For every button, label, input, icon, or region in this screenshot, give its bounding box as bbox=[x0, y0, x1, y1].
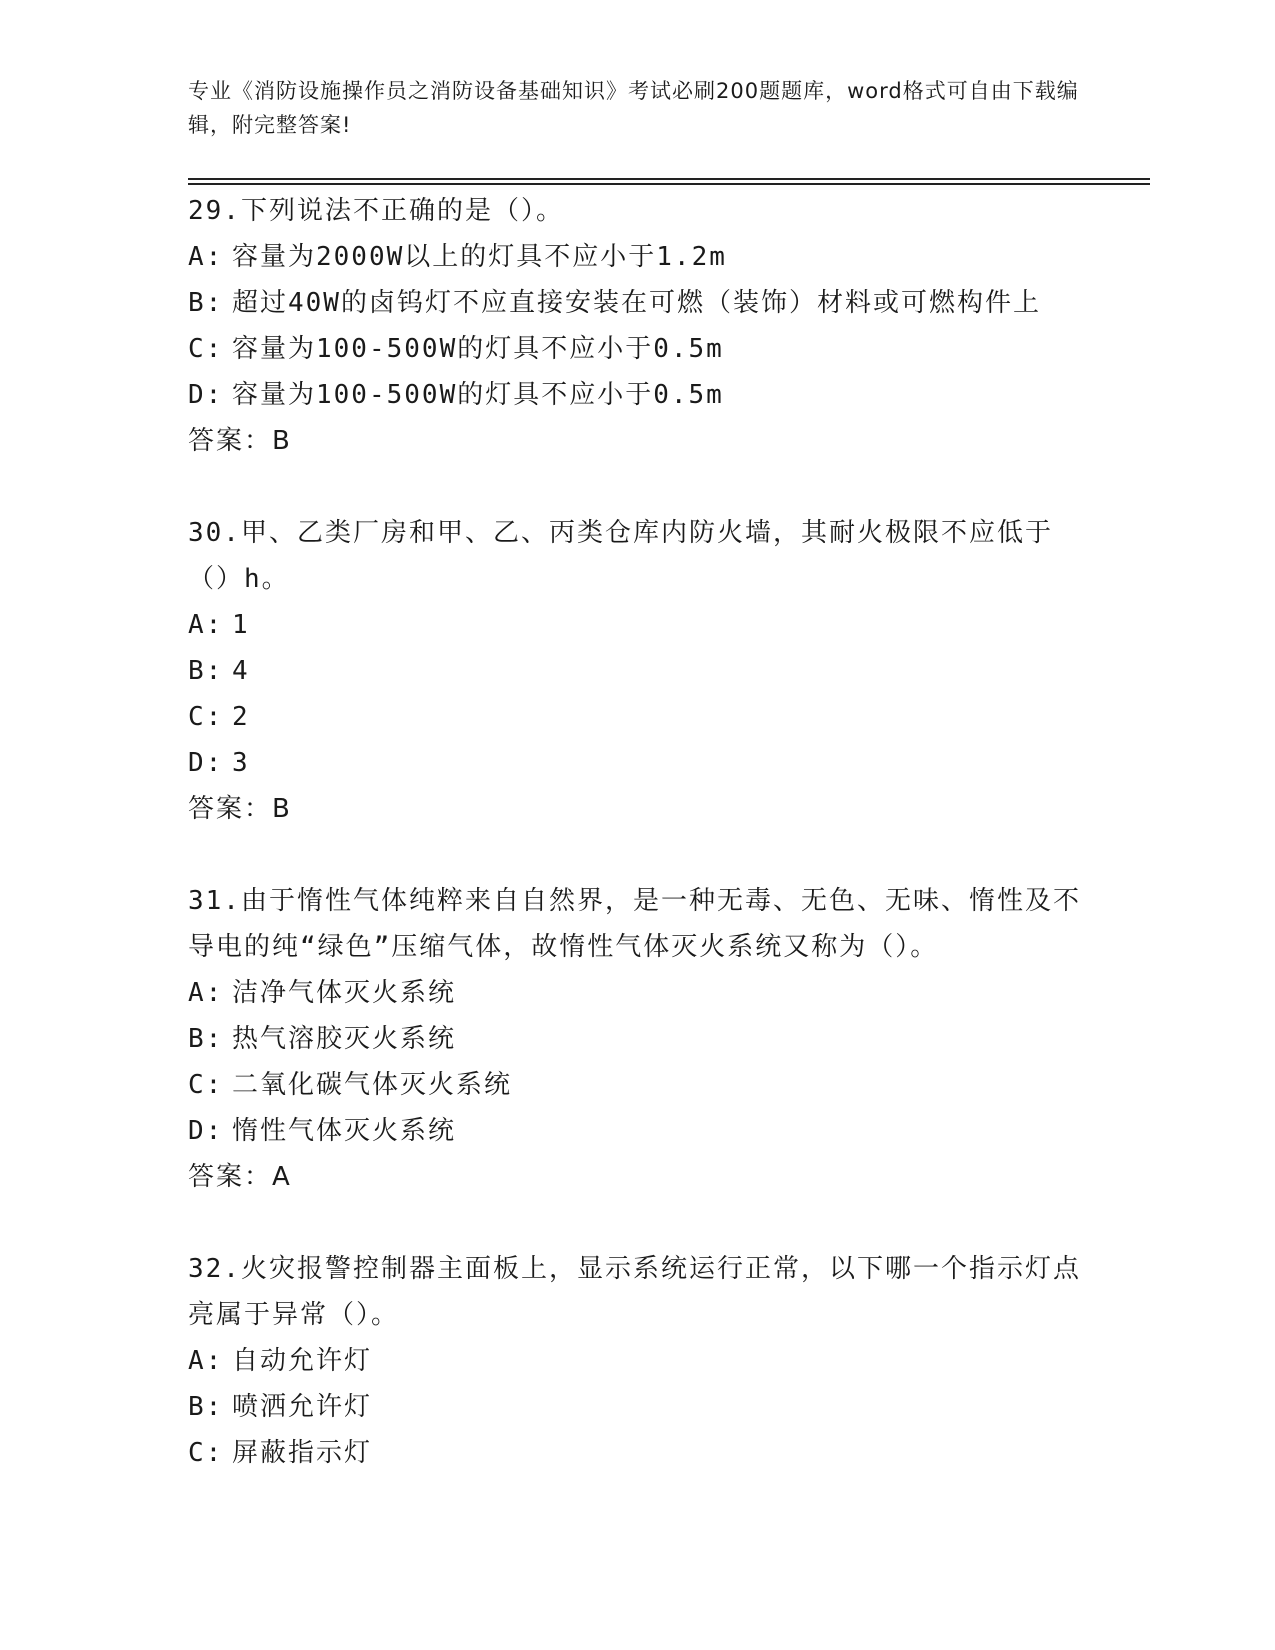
question-stem: 30.甲、乙类厂房和甲、乙、丙类仓库内防火墙，其耐火极限不应低于（）h。 bbox=[188, 518, 1053, 594]
option-key: A: bbox=[188, 1346, 224, 1376]
option-key: C: bbox=[188, 334, 224, 364]
option-key: D: bbox=[188, 380, 224, 410]
option-key: A: bbox=[188, 610, 224, 640]
option-a bbox=[188, 1338, 1088, 1384]
option-d bbox=[188, 372, 1088, 418]
option-key: C: bbox=[188, 1438, 224, 1468]
option-a bbox=[188, 970, 1088, 1016]
question-stem: 31.由于惰性气体纯粹来自自然界，是一种无毒、无色、无味、惰性及不导电的纯“绿色”压缩气体，故惰性气体灭火系统又称为（）。 bbox=[188, 886, 1081, 962]
question-29 bbox=[188, 188, 1088, 464]
option-text: 4 bbox=[232, 656, 250, 686]
option-text: 超过40W的卤钨灯不应直接安装在可燃（装饰）材料或可燃构件上 bbox=[232, 288, 1041, 318]
answer-text: 答案：A bbox=[188, 1162, 292, 1192]
option-key: A: bbox=[188, 978, 224, 1008]
option-text: 惰性气体灭火系统 bbox=[232, 1116, 457, 1146]
document-header: 专业《消防设施操作员之消防设备基础知识》考试必刷200题题库，word格式可自由下载编辑，附完整答案! bbox=[188, 79, 1079, 137]
option-text: 喷洒允许灯 bbox=[232, 1392, 373, 1422]
option-text: 容量为100-500W的灯具不应小于0.5m bbox=[232, 380, 724, 410]
option-key: B: bbox=[188, 288, 224, 318]
option-text: 自动允许灯 bbox=[232, 1346, 373, 1376]
header-divider-line-second bbox=[188, 183, 1150, 185]
option-key: A: bbox=[188, 242, 224, 272]
option-c bbox=[188, 694, 1088, 740]
question-stem: 29.下列说法不正确的是（）。 bbox=[188, 196, 564, 226]
option-key: B: bbox=[188, 656, 224, 686]
option-a bbox=[188, 234, 1088, 280]
question-31 bbox=[188, 878, 1088, 1200]
option-key: D: bbox=[188, 748, 224, 778]
question-stem: 32.火灾报警控制器主面板上，显示系统运行正常，以下哪一个指示灯点亮属于异常（）。 bbox=[188, 1254, 1081, 1330]
answer-text: 答案：B bbox=[188, 794, 292, 824]
question-30 bbox=[188, 510, 1088, 832]
option-text: 容量为2000W以上的灯具不应小于1.2m bbox=[232, 242, 727, 272]
option-text: 3 bbox=[232, 748, 250, 778]
option-text: 二氧化碳气体灭火系统 bbox=[232, 1070, 513, 1100]
option-c bbox=[188, 1430, 1088, 1476]
option-key: B: bbox=[188, 1392, 224, 1422]
option-b bbox=[188, 648, 1088, 694]
option-key: D: bbox=[188, 1116, 224, 1146]
option-text: 容量为100-500W的灯具不应小于0.5m bbox=[232, 334, 724, 364]
option-key: B: bbox=[188, 1024, 224, 1054]
option-text: 热气溶胶灭火系统 bbox=[232, 1024, 457, 1054]
header-divider-line bbox=[188, 178, 1150, 180]
question-list bbox=[188, 188, 1088, 1522]
option-c bbox=[188, 326, 1088, 372]
question-32 bbox=[188, 1246, 1088, 1476]
option-d bbox=[188, 1108, 1088, 1154]
option-b bbox=[188, 280, 1088, 326]
option-c bbox=[188, 1062, 1088, 1108]
option-a bbox=[188, 602, 1088, 648]
option-text: 2 bbox=[232, 702, 250, 732]
option-key: C: bbox=[188, 1070, 224, 1100]
option-b bbox=[188, 1016, 1088, 1062]
option-key: C: bbox=[188, 702, 224, 732]
option-b bbox=[188, 1384, 1088, 1430]
option-d bbox=[188, 740, 1088, 786]
option-text: 1 bbox=[232, 610, 250, 640]
option-text: 屏蔽指示灯 bbox=[232, 1438, 373, 1468]
answer-text: 答案：B bbox=[188, 426, 292, 456]
option-text: 洁净气体灭火系统 bbox=[232, 978, 457, 1008]
